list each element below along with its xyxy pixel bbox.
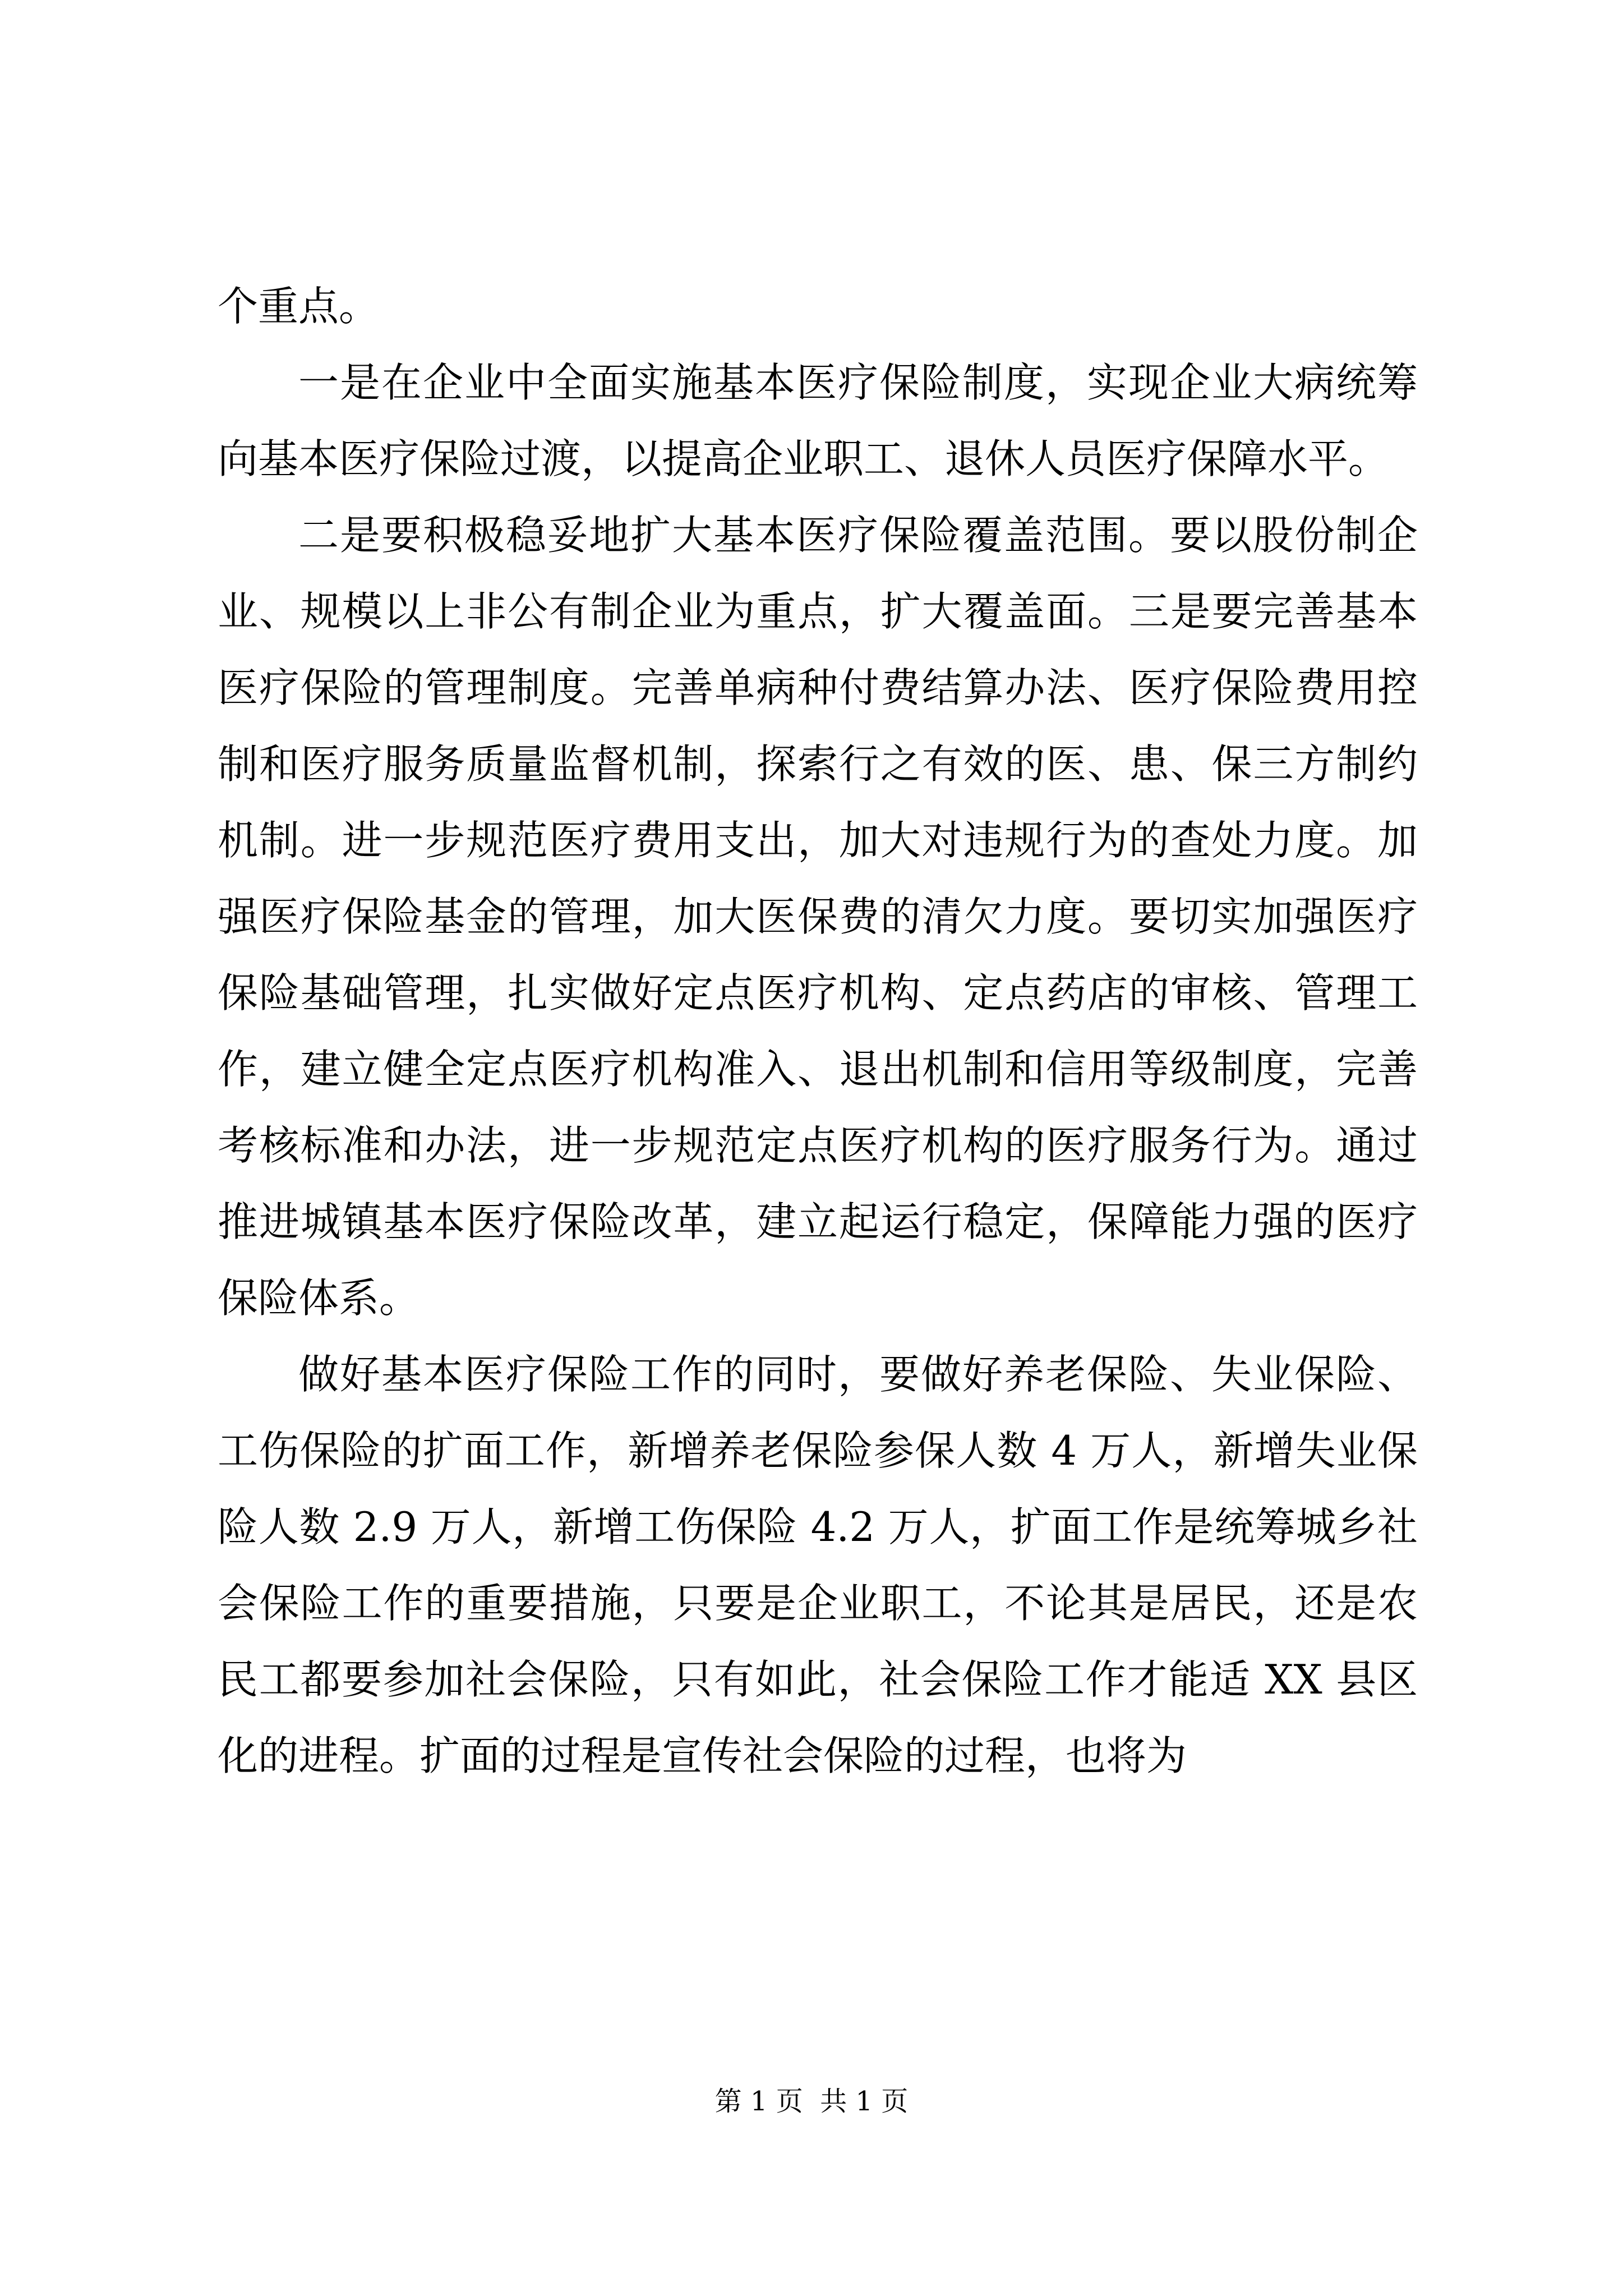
document-body — [218, 268, 1418, 1794]
paragraph-3: 二是要积极稳妥地扩大基本医疗保险覆盖范围。要以股份制企业、规模以上非公有制企业为重点，扩大覆盖面。三是要完善基本医疗保险的管理制度。完善单病种付费结算办法、医疗保险费用控制和医疗服务质量监督机制，探索行之有效的医、患、保三方制约机制。进一步规范医疗费用支出，加大对违规行为的查处力度。加强医疗保险基金的管理，加大医保费的清欠力度。要切实加强医疗保险基础管理，扎实做好定点医疗机构、定点药店的审核、管理工作，建立健全定点医疗机构准入、退出机制和信用等级制度，完善考核标准和办法，进一步规范定点医疗机构的医疗服务行为。通过推进城镇基本医疗保险改革，建立起运行稳定，保障能力强的医疗保险体系。 — [218, 512, 1418, 1322]
page-footer — [0, 2083, 1623, 2119]
page-number-label: 第 1 页 共 1 页 — [714, 2086, 909, 2117]
paragraph-2: 一是在企业中全面实施基本医疗保险制度，实现企业大病统筹向基本医疗保险过渡，以提高企业职工、退休人员医疗保障水平。 — [218, 359, 1418, 482]
paragraph-1: 个重点。 — [218, 283, 380, 330]
paragraph-4: 做好基本医疗保险工作的同时，要做好养老保险、失业保险、工伤保险的扩面工作，新增养老保险参保人数 4 万人，新增失业保险人数 2.9 万人，新增工伤保险 4.2 万人，扩面工作是统筹城乡社会保险工作的重要措施，只要是企业职工，不论其是居民，还是农民工都要参加社会保险，只有如此，社会保险工作才能适 XX 县区化的进程。扩面的过程是宣传社会保险的过程，也将为 — [218, 1351, 1418, 1779]
